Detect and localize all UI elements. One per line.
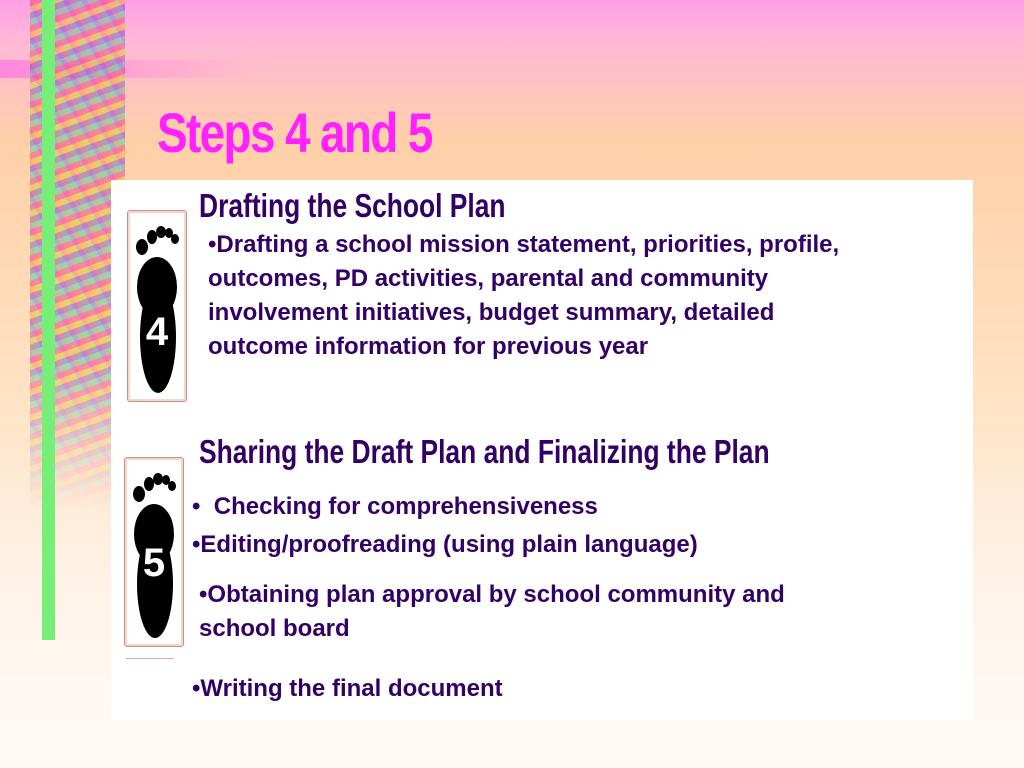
- step-5-bullet-checking: • Checking for comprehensiveness: [192, 493, 598, 520]
- decorative-green-bar: [42, 0, 55, 640]
- step-4-bullet-line-4: outcome information for previous year: [208, 333, 649, 360]
- step-4-bullet-line-3: involvement initiatives, budget summary, detailed: [208, 299, 775, 326]
- step-4-heading: Drafting the School Plan: [199, 187, 506, 224]
- slide-title: Steps 4 and 5: [157, 101, 432, 164]
- step-5-icon-box: [124, 457, 184, 647]
- step-4-bullet-line-1: •Drafting a school mission statement, priorities, profile,: [208, 231, 840, 258]
- step-4-icon-box: [127, 210, 187, 402]
- footprint-icon: [129, 464, 179, 642]
- step-5-bullet-obtaining-line-1: •Obtaining plan approval by school community and: [199, 581, 785, 608]
- step-5-bullet-obtaining-line-2: school board: [199, 615, 350, 642]
- step-5-bullet-editing: •Editing/proofreading (using plain language): [192, 531, 698, 558]
- divider-line: [126, 658, 174, 659]
- step-4-number: 4: [145, 310, 169, 354]
- step-5-heading: Sharing the Draft Plan and Finalizing the Plan: [199, 433, 770, 470]
- step-5-bullet-writing: •Writing the final document: [192, 675, 503, 702]
- footprint-icon: [132, 217, 182, 397]
- step-4-bullet-line-2: outcomes, PD activities, parental and community: [208, 265, 769, 292]
- step-5-number: 5: [142, 541, 166, 585]
